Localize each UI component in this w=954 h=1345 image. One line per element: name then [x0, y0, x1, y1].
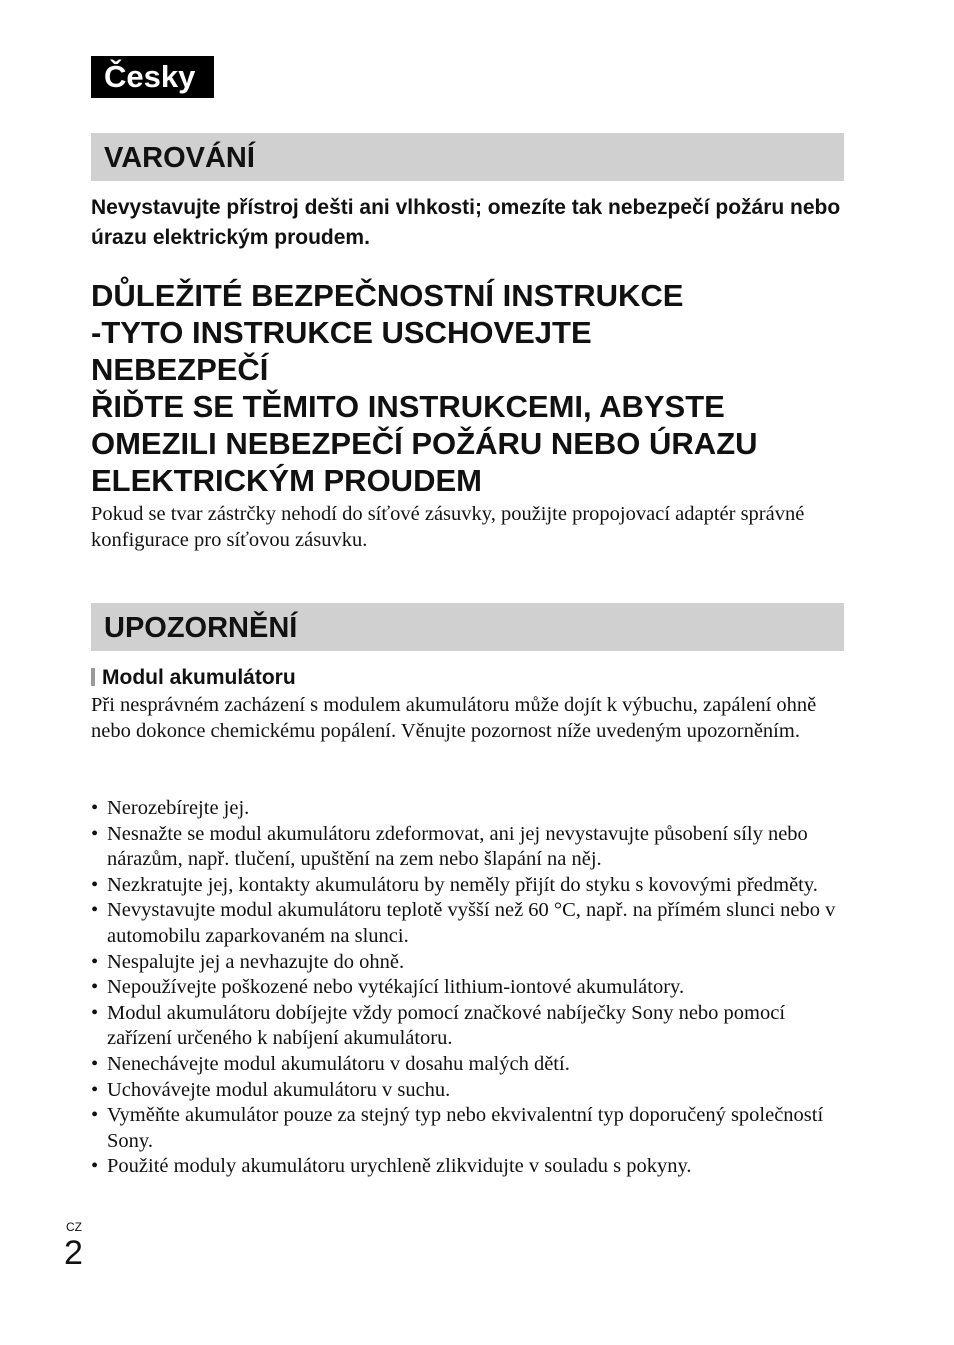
plug-adapter-paragraph: Pokud se tvar zástrčky nehodí do síťové zásuvky, použijte propojovací adaptér správné konfigurace pro síťovou zásuvku. — [91, 503, 805, 551]
important-safety-heading — [91, 277, 861, 499]
list-item: • Modul akumulátoru dobíjejte vždy pomocí značkové nabíječky Sony nebo pomocí zařízení určeného k nabíjení akumulátoru. — [91, 1001, 851, 1052]
heading-line: ELEKTRICKÝM PROUDEM — [91, 463, 482, 498]
list-item: • Nevystavujte modul akumulátoru teplotě vyšší než 60 °C, např. na přímém slunci nebo v automobilu zaparkovaném na slunci. — [91, 898, 851, 949]
heading-line: -TYTO INSTRUKCE USCHOVEJTE — [91, 315, 592, 350]
page-number: 2 — [64, 1234, 83, 1272]
list-item: • Použité moduly akumulátoru urychleně zlikvidujte v souladu s pokyny. — [91, 1154, 851, 1180]
list-item: • Nenechávejte modul akumulátoru v dosahu malých dětí. — [91, 1052, 851, 1078]
section-title-caution: UPOZORNĚNÍ — [91, 603, 844, 651]
heading-line: NEBEZPEČÍ — [91, 352, 269, 387]
battery-subheading — [91, 665, 296, 691]
list-item: • Uchovávejte modul akumulátoru v suchu. — [91, 1078, 851, 1104]
list-item: • Vyměňte akumulátor pouze za stejný typ nebo ekvivalentní typ doporučený společností Sony. — [91, 1103, 851, 1154]
list-item: • Nerozebírejte jej. — [91, 796, 851, 822]
battery-subheading-label: Modul akumulátoru — [102, 666, 296, 689]
language-tab: Česky — [91, 56, 214, 98]
list-item: • Nesnažte se modul akumulátoru zdeformovat, ani jej nevystavujte působení síly nebo nárazům, např. tlučení, upuštění na zem nebo šlapání na něj. — [91, 822, 851, 873]
heading-line: DŮLEŽITÉ BEZPEČNOSTNÍ INSTRUKCE — [91, 278, 684, 313]
heading-line: OMEZILI NEBEZPEČÍ POŽÁRU NEBO ÚRAZU — [91, 426, 758, 461]
section-title-warning: VAROVÁNÍ — [91, 133, 844, 181]
subheading-marker-icon — [91, 668, 95, 686]
heading-line: ŘIĎTE SE TĚMITO INSTRUKCEMI, ABYSTE — [91, 389, 725, 424]
list-item: • Nepoužívejte poškozené nebo vytékající lithium-iontové akumulátory. — [91, 975, 851, 1001]
warning-text: Nevystavujte přístroj dešti ani vlhkosti; omezíte tak nebezpečí požáru nebo úrazu elektrickým proudem. — [91, 196, 841, 249]
battery-precautions-list — [91, 796, 851, 1180]
battery-intro-paragraph: Při nesprávném zacházení s modulem akumulátoru může dojít k výbuchu, zapálení ohně nebo dokonce chemickému popálení. Věnujte pozornost níže uvedeným upozorněním. — [91, 694, 817, 742]
list-item: • Nespalujte jej a nevhazujte do ohně. — [91, 950, 851, 976]
page-language-code: CZ — [66, 1220, 82, 1234]
list-item: • Nezkratujte jej, kontakty akumulátoru by neměly přijít do styku s kovovými předměty. — [91, 873, 851, 899]
